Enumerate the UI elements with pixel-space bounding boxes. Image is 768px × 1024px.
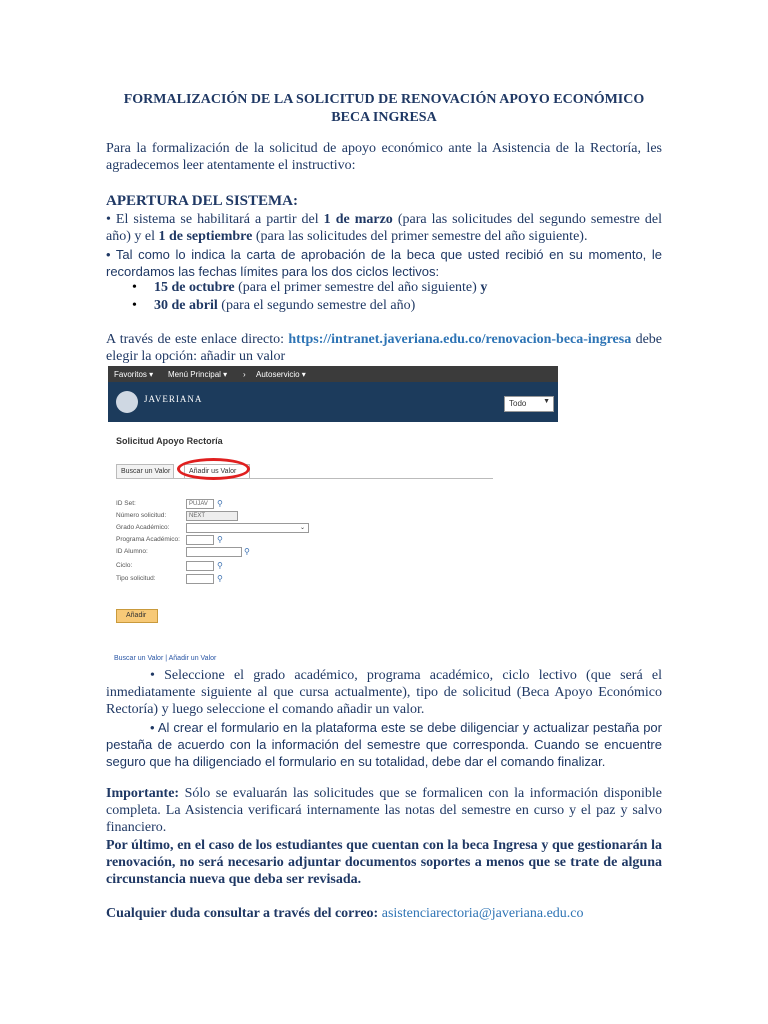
menu-separator: ›: [243, 370, 246, 379]
search-icon[interactable]: ⚲: [244, 547, 250, 556]
cycle-input[interactable]: [186, 561, 214, 571]
field-label: Número solicitud:: [116, 512, 167, 519]
title-line-2: BECA INGRESA: [331, 110, 437, 125]
deadline-date: 30 de abril: [154, 298, 218, 313]
text-run: (para las solicitudes del primer semestre del año siguiente).: [252, 229, 588, 244]
tab-bar: [116, 464, 493, 479]
bottom-links: [114, 655, 216, 662]
text-run: debe elegir la opción: añadir un valor: [106, 332, 662, 364]
search-icon[interactable]: ⚲: [217, 574, 223, 583]
title-line-1: FORMALIZACIÓN DE LA SOLICITUD DE RENOVACIÓN APOYO ECONÓMICO: [123, 92, 645, 107]
form-title: Solicitud Apoyo Rectoría: [116, 436, 223, 446]
instruction-paragraph-1: • Seleccione el grado académico, programa académico, ciclo lectivo (que será el inmediatamente siguiente al que cursa actualmente), tipo de solicitud (Beca Apoyo Económico Rectoría) y luego seleccione el comando añadir un valor.: [106, 668, 662, 717]
tab-label: Añadir us Valor: [189, 468, 237, 475]
importante-label: Importante:: [106, 786, 180, 801]
intro-paragraph: Para la formalización de la solicitud de apoyo económico ante la Asistencia de la Rectoría, les agradecemos leer atentamente el instructivo:: [106, 141, 662, 173]
menu-principal[interactable]: Menú Principal ▾: [168, 370, 228, 379]
field-label: ID Set:: [116, 500, 136, 507]
text-run: A través de este enlace directo:: [106, 332, 289, 347]
document-title: [106, 91, 662, 127]
chevron-down-icon: ▼: [543, 398, 550, 405]
id-set-input[interactable]: [186, 499, 214, 509]
search-scope-select[interactable]: [504, 396, 554, 412]
input-value: PUJAV: [189, 501, 208, 507]
request-type-input[interactable]: [186, 574, 214, 584]
search-icon[interactable]: ⚲: [217, 535, 223, 544]
student-id-input[interactable]: [186, 547, 242, 557]
importante-paragraph: [106, 785, 662, 836]
bottom-add-link[interactable]: Añadir un Valor: [168, 655, 217, 662]
list-item: [154, 297, 487, 315]
input-value: NEXT: [189, 513, 206, 519]
embedded-screenshot: [108, 366, 558, 666]
enlace-paragraph: [106, 331, 662, 365]
select-value: Todo: [509, 399, 527, 408]
add-button[interactable]: [116, 609, 158, 623]
highlight-circle: [177, 458, 250, 480]
deadline-list: [106, 279, 487, 315]
field-label: Ciclo:: [116, 562, 133, 569]
ultimo-paragraph: Por último, en el caso de los estudiantes que cuentan con la beca Ingresa y que gestionarán la renovación, no será necesario adjuntar documentos soportes a menos que se trate de alguna circunstancia nueva que deba ser revisada.: [106, 838, 662, 887]
deadline-note: (para el segundo semestre del año): [217, 298, 416, 313]
contact-email-link[interactable]: asistenciarectoria@javeriana.edu.co: [381, 906, 584, 921]
tab-label: Buscar un Valor: [121, 468, 171, 475]
header-banner: [108, 382, 558, 422]
text-run: • El sistema se habilitará a partir del: [106, 212, 324, 227]
field-label: Tipo solicitud:: [116, 575, 156, 582]
menu-favoritos[interactable]: Favoritos ▾: [114, 370, 154, 379]
date-march: 1 de marzo: [323, 212, 393, 227]
apertura-heading: APERTURA DEL SISTEMA:: [106, 193, 299, 209]
chevron-down-icon: ⌄: [300, 525, 306, 531]
apertura-paragraph-1: [106, 211, 662, 245]
text-run: (para las solicitudes del segundo semestre del año) y el: [106, 212, 662, 244]
request-number-input: [186, 511, 238, 521]
menu-autoservicio[interactable]: Autoservicio ▾: [256, 370, 306, 379]
search-icon[interactable]: ⚲: [217, 561, 223, 570]
contacto-paragraph: [106, 905, 662, 922]
date-september: 1 de septiembre: [158, 229, 253, 244]
university-seal-icon: [116, 391, 138, 413]
university-name: JAVERIANA: [144, 394, 203, 404]
tab-search[interactable]: [116, 464, 174, 478]
academic-level-select[interactable]: [186, 523, 309, 533]
field-label: Programa Académico:: [116, 536, 180, 543]
menu-bar: [108, 366, 558, 382]
apertura-paragraph-2: • Tal como lo indica la carta de aprobación de la beca que usted recibió en su momento, le recordamos las fechas límites para los dos ciclos lectivos:: [106, 247, 662, 279]
text-run: Sólo se evaluarán las solicitudes que se formalicen con la información disponible completa. La Asistencia verificará internamente las notas del semestre en curso y el paz y salvo financiero.: [106, 786, 662, 835]
text-run: Cualquier duda consultar a través del correo:: [106, 906, 382, 921]
deadline-date: 15 de octubre: [154, 280, 235, 295]
field-label: Grado Académico:: [116, 524, 170, 531]
button-label: Añadir: [126, 612, 147, 619]
renewal-link[interactable]: https://intranet.javeriana.edu.co/renovacion-beca-ingresa: [288, 332, 632, 347]
program-input[interactable]: [186, 535, 214, 545]
list-item: [154, 279, 487, 297]
instruction-paragraph-2: • Al crear el formulario en la plataforma este se debe diligenciar y actualizar pestaña por pestaña de acuerdo con la información del semestre que corresponda. Cuando se encuentre seguro que ha diligenciado el formulario en su totalidad, debe dar el comando finalizar.: [106, 720, 662, 769]
separator: |: [163, 655, 169, 662]
deadline-note: (para el primer semestre del año siguiente): [234, 280, 481, 295]
bottom-search-link[interactable]: Buscar un Valor: [114, 655, 164, 662]
field-label: ID Alumno:: [116, 548, 148, 555]
deadline-conjunction: y: [480, 280, 488, 295]
search-icon[interactable]: ⚲: [217, 499, 223, 508]
